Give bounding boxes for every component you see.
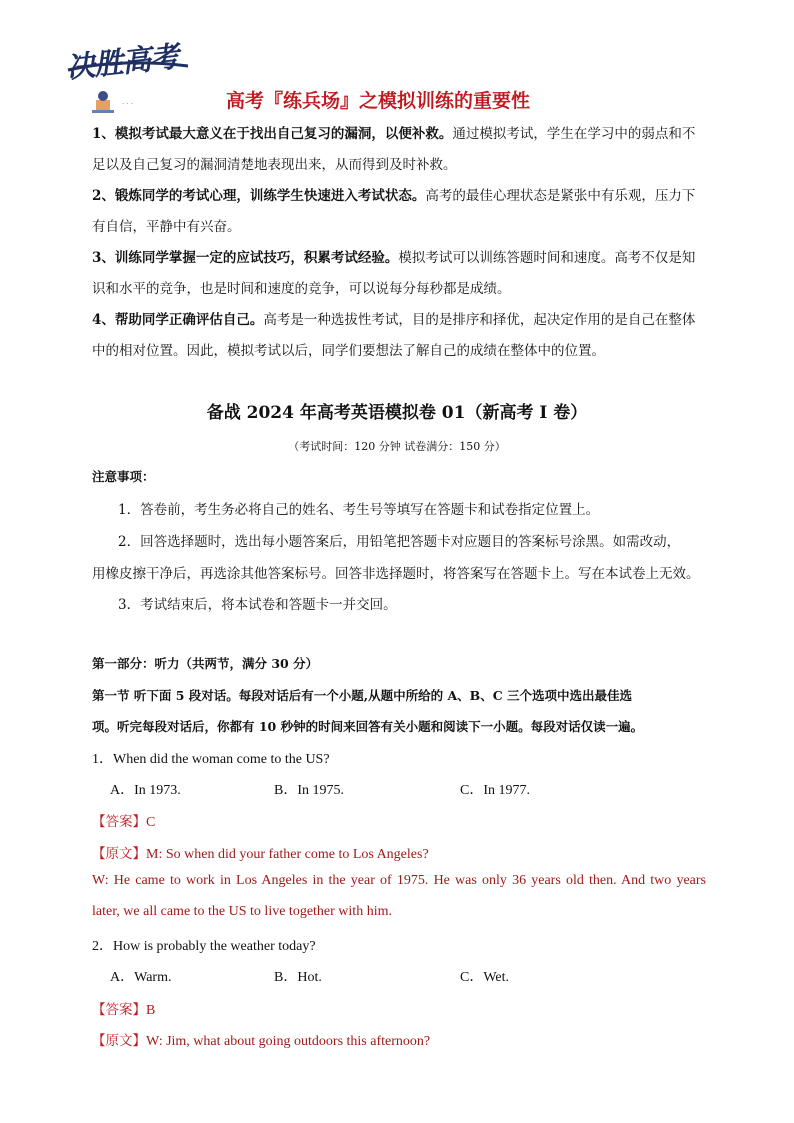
question-1-transcript-head: [92, 842, 429, 863]
question-1-option-c: C．In 1977.: [460, 783, 530, 798]
transcript-line: M: So when did your father come to Los Angeles?: [146, 847, 429, 862]
question-2-option-c: C．Wet.: [460, 970, 510, 985]
transcript-line: W: Jim, what about going outdoors this afternoon?: [146, 1034, 431, 1049]
question-1-transcript-line-2: W: He came to work in Los Angeles in the year of 1975. He was only 36 years old then. And two years: [92, 873, 706, 888]
question-1-transcript-line-3: later, we all came to the US to live together with him.: [92, 904, 392, 919]
intro-lead: 4、帮助同学正确评估自己。: [92, 312, 264, 328]
note-item-3: 3．考试结束后，将本试卷和答题卡一并交回。: [118, 597, 397, 613]
logo-text: 决胜高考: [64, 39, 180, 85]
svg-text:· · ·: · · ·: [122, 100, 134, 108]
answer-label: 【答案】: [92, 1002, 146, 1018]
question-1-stem: 1．When did the woman come to the US?: [92, 752, 330, 767]
note-item-2: 2．回答选择题时，选出每小题答案后，用铅笔把答题卡对应题目的答案标号涂黑。如需改动，: [118, 534, 681, 550]
answer-label: 【答案】: [92, 814, 146, 830]
intro-text: 高考是一种选拔性考试，目的是排序和择优，起决定作用的是自己在整体中的相对位置。因此，模拟考试以后，同学们要想法了解自己的成绩在整体中的位置。: [92, 312, 696, 359]
intro-paragraph-2: [92, 181, 706, 243]
intro-paragraph-1: [92, 119, 706, 181]
intro-paragraph-3: [92, 243, 706, 305]
section1-instruction-2: 项。听完每段对话后，你都有 10 秒钟的时间来回答有关小题和阅读下一小题。每段对话仅读一遍。: [92, 719, 644, 734]
intro-lead: 1、模拟考试最大意义在于找出自己复习的漏洞，以便补救。: [92, 126, 453, 142]
question-2-transcript-head: [92, 1029, 430, 1050]
answer-value: B: [146, 1003, 156, 1018]
question-2-answer: [92, 998, 155, 1019]
intro-text: 高考的最佳心理状态是紧张中有乐观，压力下有自信，平静中有兴奋。: [92, 188, 696, 235]
exam-subtitle: （考试时间：120 分钟 试卷满分：150 分）: [288, 440, 506, 453]
question-2-option-b: B．Hot.: [274, 970, 322, 985]
intro-paragraph-4: [92, 305, 706, 367]
transcript-label: 【原文】: [92, 1033, 146, 1049]
notes-heading: 注意事项：: [92, 469, 155, 484]
question-2-option-a: A．Warm.: [110, 970, 172, 985]
intro-text: 模拟考试可以训练答题时间和速度。高考不仅是知识和水平的竞争，也是时间和速度的竞争，可以说每分每秒都是成绩。: [92, 250, 696, 297]
part1-heading: 第一部分：听力（共两节，满分 30 分）: [92, 656, 319, 671]
section1-instruction-1: 第一节 听下面 5 段对话。每段对话后有一个小题,从题中所给的 A、B、C 三个选项中选出最佳选: [92, 688, 633, 703]
note-item-1: 1．答卷前，考生务必将自己的姓名、考生号等填写在答题卡和试卷指定位置上。: [118, 502, 600, 518]
question-1-option-b: B．In 1975.: [274, 783, 344, 798]
question-1-option-a: A．In 1973.: [110, 783, 181, 798]
question-2-stem: 2．How is probably the weather today?: [92, 939, 316, 954]
banner-title: 高考『练兵场』之模拟训练的重要性: [226, 90, 531, 112]
answer-value: C: [146, 815, 156, 830]
transcript-label: 【原文】: [92, 846, 146, 862]
intro-lead: 3、训练同学掌握一定的应试技巧，积累考试经验。: [92, 250, 399, 266]
question-1-answer: [92, 810, 155, 831]
intro-lead: 2、锻炼同学的考试心理，训练学生快速进入考试状态。: [92, 188, 426, 204]
exam-title: 备战 2024 年高考英语模拟卷 01（新高考 I 卷）: [206, 403, 588, 423]
note-item-2-cont: 用橡皮擦干净后，再选涂其他答案标号。回答非选择题时，将答案写在答题卡上。写在本试卷上无效。: [92, 566, 700, 582]
intro-text: 通过模拟考试，学生在学习中的弱点和不足以及自己复习的漏洞清楚地表现出来，从而得到及时补救。: [92, 126, 696, 173]
